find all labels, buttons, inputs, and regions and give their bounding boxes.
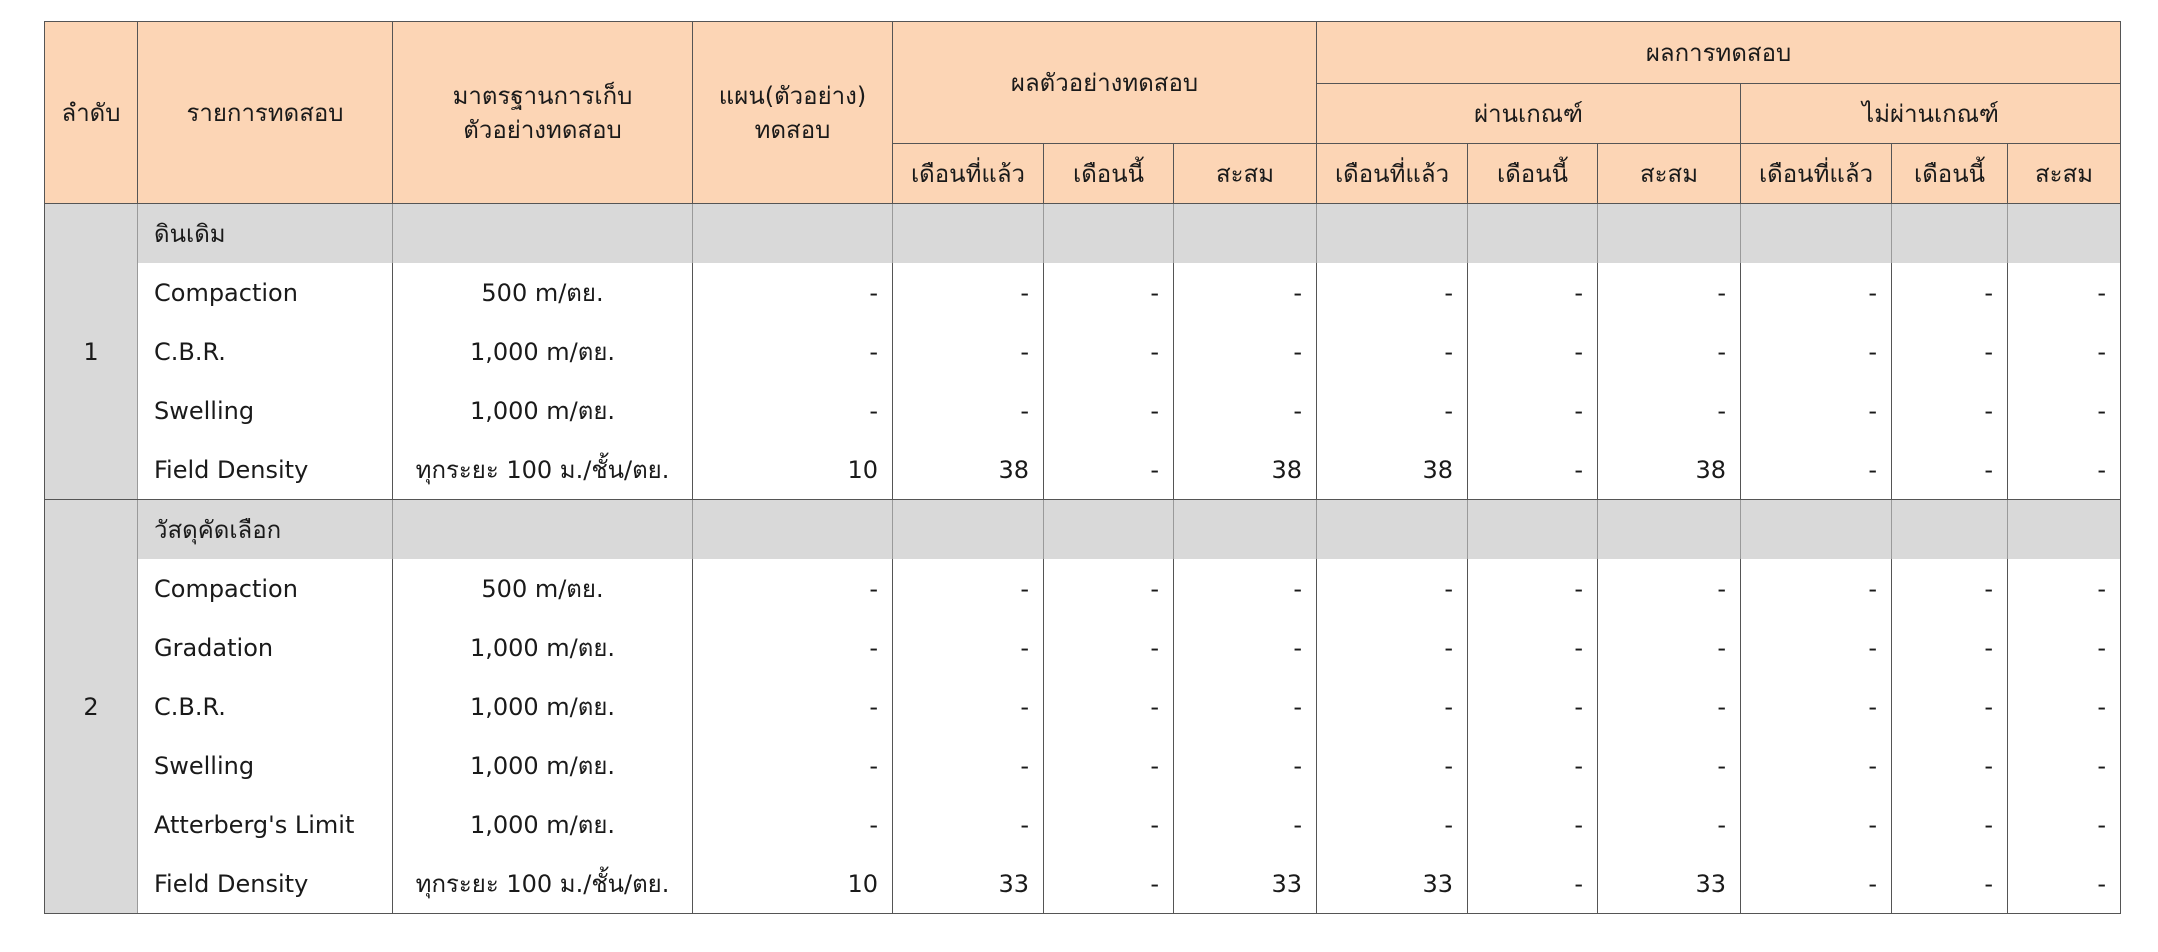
plan-value: 10 — [693, 440, 893, 500]
category-cell — [1174, 204, 1317, 264]
table-row — [45, 381, 2121, 440]
table-row — [45, 322, 2121, 381]
fail-cumulative-value: - — [2008, 677, 2121, 736]
category-cell — [1174, 500, 1317, 560]
fail-last-month-value: - — [1741, 381, 1892, 440]
sample-this-month-value: - — [1044, 381, 1174, 440]
sample-this-month-value: - — [1044, 559, 1174, 618]
fail-last-month-value: - — [1741, 795, 1892, 854]
pass-cumulative-value: - — [1598, 677, 1741, 736]
sample-last-month-value: - — [893, 677, 1044, 736]
sample-last-month-value: - — [893, 559, 1044, 618]
table-row — [45, 736, 2121, 795]
sample-cumulative-value: - — [1174, 795, 1317, 854]
test-item-name: Gradation — [138, 618, 393, 677]
category-cell — [1044, 500, 1174, 560]
fail-last-month-value: - — [1741, 854, 1892, 914]
pass-last-month-value: - — [1317, 736, 1468, 795]
plan-value: - — [693, 559, 893, 618]
sample-cumulative-value: 38 — [1174, 440, 1317, 500]
category-cell — [1317, 500, 1468, 560]
fail-this-month-value: - — [1892, 795, 2008, 854]
pass-cumulative-value: 38 — [1598, 440, 1741, 500]
sample-this-month-value: - — [1044, 677, 1174, 736]
header-sample-cumulative: สะสม — [1174, 144, 1317, 204]
sample-cumulative-value: - — [1174, 322, 1317, 381]
fail-this-month-value: - — [1892, 618, 2008, 677]
sample-cumulative-value: - — [1174, 559, 1317, 618]
sampling-standard: 1,000 m/ตย. — [393, 618, 693, 677]
pass-cumulative-value: - — [1598, 618, 1741, 677]
pass-last-month-value: 33 — [1317, 854, 1468, 914]
pass-cumulative-value: - — [1598, 263, 1741, 322]
sample-cumulative-value: - — [1174, 263, 1317, 322]
fail-this-month-value: - — [1892, 322, 2008, 381]
fail-last-month-value: - — [1741, 440, 1892, 500]
header-test-item: รายการทดสอบ — [138, 22, 393, 204]
pass-cumulative-value: - — [1598, 736, 1741, 795]
sampling-standard: 1,000 m/ตย. — [393, 381, 693, 440]
pass-last-month-value: - — [1317, 795, 1468, 854]
fail-cumulative-value: - — [2008, 854, 2121, 914]
header-fail-cumulative: สะสม — [2008, 144, 2121, 204]
pass-cumulative-value: - — [1598, 381, 1741, 440]
sample-this-month-value: - — [1044, 736, 1174, 795]
sample-cumulative-value: - — [1174, 381, 1317, 440]
fail-this-month-value: - — [1892, 854, 2008, 914]
category-cell — [1044, 204, 1174, 264]
category-cell — [1892, 204, 2008, 264]
category-cell — [2008, 204, 2121, 264]
fail-cumulative-value: - — [2008, 618, 2121, 677]
plan-value: - — [693, 263, 893, 322]
table-row — [45, 618, 2121, 677]
sampling-standard: 500 m/ตย. — [393, 263, 693, 322]
fail-cumulative-value: - — [2008, 381, 2121, 440]
header-standard: มาตรฐานการเก็บ ตัวอย่างทดสอบ — [393, 22, 693, 204]
category-cell — [393, 500, 693, 560]
sample-this-month-value: - — [1044, 854, 1174, 914]
table-row — [45, 677, 2121, 736]
category-cell — [893, 204, 1044, 264]
table-header — [45, 22, 2121, 204]
table-body — [45, 204, 2121, 914]
table-row — [45, 263, 2121, 322]
sample-cumulative-value: - — [1174, 677, 1317, 736]
plan-value: - — [693, 618, 893, 677]
fail-cumulative-value: - — [2008, 736, 2121, 795]
header-fail-this-month: เดือนนี้ — [1892, 144, 2008, 204]
pass-last-month-value: - — [1317, 381, 1468, 440]
header-test-result: ผลการทดสอบ — [1317, 22, 2121, 84]
pass-this-month-value: - — [1468, 381, 1598, 440]
test-item-name: Field Density — [138, 854, 393, 914]
fail-last-month-value: - — [1741, 677, 1892, 736]
sample-last-month-value: - — [893, 322, 1044, 381]
pass-this-month-value: - — [1468, 322, 1598, 381]
sample-last-month-value: - — [893, 618, 1044, 677]
category-cell — [1892, 500, 2008, 560]
test-item-name: Swelling — [138, 736, 393, 795]
pass-cumulative-value: - — [1598, 795, 1741, 854]
category-cell — [1468, 500, 1598, 560]
test-item-name: Compaction — [138, 263, 393, 322]
fail-cumulative-value: - — [2008, 263, 2121, 322]
header-sample-last-month: เดือนที่แล้ว — [893, 144, 1044, 204]
test-item-name: Compaction — [138, 559, 393, 618]
pass-cumulative-value: 33 — [1598, 854, 1741, 914]
fail-this-month-value: - — [1892, 381, 2008, 440]
header-pass-last-month: เดือนที่แล้ว — [1317, 144, 1468, 204]
category-label: วัสดุคัดเลือก — [138, 500, 393, 560]
pass-this-month-value: - — [1468, 854, 1598, 914]
header-sample-result: ผลตัวอย่างทดสอบ — [893, 22, 1317, 144]
plan-value: - — [693, 795, 893, 854]
category-cell — [1598, 500, 1741, 560]
category-cell — [393, 204, 693, 264]
pass-this-month-value: - — [1468, 736, 1598, 795]
sample-last-month-value: - — [893, 263, 1044, 322]
sample-last-month-value: - — [893, 736, 1044, 795]
category-row — [45, 500, 2121, 560]
category-cell — [1741, 500, 1892, 560]
fail-last-month-value: - — [1741, 263, 1892, 322]
sample-last-month-value: - — [893, 381, 1044, 440]
sampling-standard: ทุกระยะ 100 ม./ชั้น/ตย. — [393, 440, 693, 500]
pass-this-month-value: - — [1468, 795, 1598, 854]
plan-value: - — [693, 677, 893, 736]
header-pass-this-month: เดือนนี้ — [1468, 144, 1598, 204]
category-cell — [1598, 204, 1741, 264]
pass-last-month-value: - — [1317, 559, 1468, 618]
test-results-table-container — [44, 21, 2121, 914]
sampling-standard: 1,000 m/ตย. — [393, 795, 693, 854]
pass-last-month-value: - — [1317, 618, 1468, 677]
fail-cumulative-value: - — [2008, 795, 2121, 854]
fail-this-month-value: - — [1892, 677, 2008, 736]
header-plan: แผน(ตัวอย่าง) ทดสอบ — [693, 22, 893, 204]
sample-this-month-value: - — [1044, 618, 1174, 677]
test-item-name: Swelling — [138, 381, 393, 440]
category-label: ดินเดิม — [138, 204, 393, 264]
sample-last-month-value: 38 — [893, 440, 1044, 500]
category-cell — [693, 500, 893, 560]
fail-last-month-value: - — [1741, 736, 1892, 795]
table-row — [45, 795, 2121, 854]
sampling-standard: ทุกระยะ 100 ม./ชั้น/ตย. — [393, 854, 693, 914]
pass-this-month-value: - — [1468, 263, 1598, 322]
fail-cumulative-value: - — [2008, 322, 2121, 381]
sample-this-month-value: - — [1044, 322, 1174, 381]
pass-cumulative-value: - — [1598, 559, 1741, 618]
fail-cumulative-value: - — [2008, 440, 2121, 500]
table-row — [45, 440, 2121, 500]
table-row — [45, 559, 2121, 618]
category-cell — [2008, 500, 2121, 560]
fail-last-month-value: - — [1741, 322, 1892, 381]
header-fail-last-month: เดือนที่แล้ว — [1741, 144, 1892, 204]
test-item-name: Field Density — [138, 440, 393, 500]
category-cell — [693, 204, 893, 264]
row-index: 1 — [45, 204, 138, 500]
pass-this-month-value: - — [1468, 559, 1598, 618]
header-fail: ไม่ผ่านเกณฑ์ — [1741, 84, 2121, 144]
pass-this-month-value: - — [1468, 440, 1598, 500]
category-cell — [1468, 204, 1598, 264]
fail-last-month-value: - — [1741, 618, 1892, 677]
category-row — [45, 204, 2121, 264]
header-pass-cumulative: สะสม — [1598, 144, 1741, 204]
header-sample-this-month: เดือนนี้ — [1044, 144, 1174, 204]
sample-this-month-value: - — [1044, 795, 1174, 854]
plan-value: - — [693, 322, 893, 381]
test-item-name: C.B.R. — [138, 322, 393, 381]
sampling-standard: 1,000 m/ตย. — [393, 322, 693, 381]
fail-this-month-value: - — [1892, 440, 2008, 500]
plan-value: 10 — [693, 854, 893, 914]
category-cell — [1317, 204, 1468, 264]
sample-cumulative-value: - — [1174, 618, 1317, 677]
test-item-name: Atterberg's Limit — [138, 795, 393, 854]
table-row — [45, 854, 2121, 914]
sampling-standard: 1,000 m/ตย. — [393, 736, 693, 795]
test-item-name: C.B.R. — [138, 677, 393, 736]
sample-this-month-value: - — [1044, 440, 1174, 500]
sample-cumulative-value: 33 — [1174, 854, 1317, 914]
header-pass: ผ่านเกณฑ์ — [1317, 84, 1741, 144]
fail-this-month-value: - — [1892, 559, 2008, 618]
header-order: ลำดับ — [45, 22, 138, 204]
plan-value: - — [693, 736, 893, 795]
test-results-table — [44, 21, 2121, 914]
pass-last-month-value: - — [1317, 263, 1468, 322]
pass-last-month-value: 38 — [1317, 440, 1468, 500]
row-index: 2 — [45, 500, 138, 914]
fail-this-month-value: - — [1892, 736, 2008, 795]
category-cell — [893, 500, 1044, 560]
pass-this-month-value: - — [1468, 618, 1598, 677]
fail-this-month-value: - — [1892, 263, 2008, 322]
fail-last-month-value: - — [1741, 559, 1892, 618]
fail-cumulative-value: - — [2008, 559, 2121, 618]
sample-this-month-value: - — [1044, 263, 1174, 322]
sampling-standard: 500 m/ตย. — [393, 559, 693, 618]
category-cell — [1741, 204, 1892, 264]
pass-last-month-value: - — [1317, 677, 1468, 736]
sample-cumulative-value: - — [1174, 736, 1317, 795]
pass-last-month-value: - — [1317, 322, 1468, 381]
sample-last-month-value: - — [893, 795, 1044, 854]
plan-value: - — [693, 381, 893, 440]
pass-cumulative-value: - — [1598, 322, 1741, 381]
sample-last-month-value: 33 — [893, 854, 1044, 914]
pass-this-month-value: - — [1468, 677, 1598, 736]
sampling-standard: 1,000 m/ตย. — [393, 677, 693, 736]
